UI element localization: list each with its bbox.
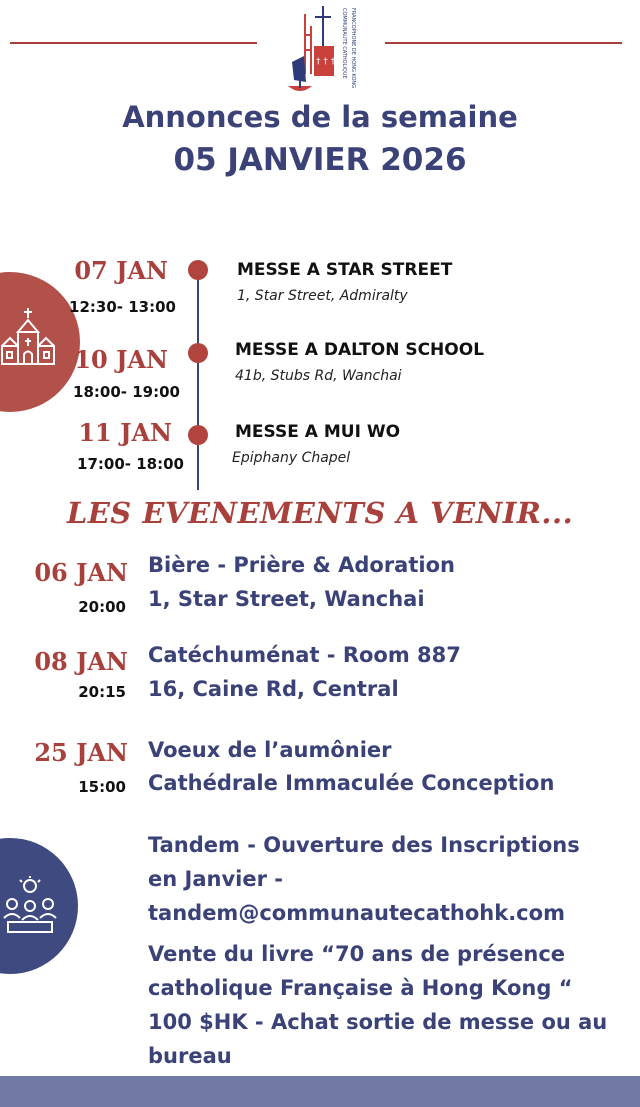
mass-address: 1, Star Street, Admiralty bbox=[237, 288, 408, 304]
timeline-dot bbox=[188, 425, 208, 445]
timeline-dot bbox=[188, 343, 208, 363]
header-rule-right bbox=[385, 42, 622, 44]
mass-title: MESSE A DALTON SCHOOL bbox=[235, 340, 485, 360]
mass-date: 10 JAN bbox=[74, 345, 168, 374]
timeline-line bbox=[197, 270, 199, 490]
tandem-email: tandem@communautecathohk.com bbox=[148, 901, 565, 925]
mass-time: 12:30- 13:00 bbox=[69, 298, 176, 316]
footer-bar bbox=[0, 1076, 640, 1107]
event-date: 25 JAN bbox=[34, 738, 128, 767]
book-line: 100 $HK - Achat sortie de messe ou au bbox=[148, 1010, 608, 1034]
tandem-line: Tandem - Ouverture des Inscriptions bbox=[148, 833, 580, 857]
mass-title: MESSE A STAR STREET bbox=[237, 260, 453, 280]
timeline-dot bbox=[188, 260, 208, 280]
event-location: 16, Caine Rd, Central bbox=[148, 677, 399, 701]
book-line: Vente du livre “70 ans de présence bbox=[148, 942, 566, 966]
mass-date: 11 JAN bbox=[78, 418, 172, 447]
group-badge bbox=[0, 838, 78, 974]
event-time: 15:00 bbox=[78, 778, 126, 796]
logo-text-line2: FRANCOPHONE DE HONG KONG bbox=[350, 8, 356, 88]
mass-time: 18:00- 19:00 bbox=[73, 383, 180, 401]
event-date: 06 JAN bbox=[34, 558, 128, 587]
book-line: bureau bbox=[148, 1044, 232, 1068]
book-notice bbox=[148, 937, 628, 1073]
page-date: 05 JANVIER 2026 bbox=[173, 142, 467, 178]
header-rule-left bbox=[10, 42, 257, 44]
mass-date: 07 JAN bbox=[74, 256, 168, 285]
group-idea-icon bbox=[0, 876, 60, 936]
logo-text-line1: COMMUNAUTE CATHOLIQUE bbox=[341, 8, 347, 79]
tandem-line: en Janvier - bbox=[148, 867, 283, 891]
events-heading: LES EVENEMENTS A VENIR... bbox=[66, 496, 574, 530]
event-date: 08 JAN bbox=[34, 647, 128, 676]
event-time: 20:00 bbox=[78, 598, 126, 616]
mass-title: MESSE A MUI WO bbox=[235, 422, 401, 442]
mass-address: Epiphany Chapel bbox=[232, 450, 351, 466]
mass-address: 41b, Stubs Rd, Wanchai bbox=[235, 368, 402, 384]
event-title: Catéchuménat - Room 887 bbox=[148, 643, 461, 667]
community-logo bbox=[282, 4, 362, 100]
event-location: 1, Star Street, Wanchai bbox=[148, 587, 425, 611]
tandem-notice bbox=[148, 828, 628, 930]
page-title: Annonces de la semaine bbox=[122, 100, 518, 134]
mass-time: 17:00- 18:00 bbox=[77, 455, 184, 473]
event-location: Cathédrale Immaculée Conception bbox=[148, 771, 555, 795]
event-time: 20:15 bbox=[78, 683, 126, 701]
event-title: Bière - Prière & Adoration bbox=[148, 553, 455, 577]
svg-text:† † †: † † † bbox=[316, 57, 336, 67]
event-title: Voeux de l’aumônier bbox=[148, 738, 392, 762]
book-line: catholique Française à Hong Kong “ bbox=[148, 976, 573, 1000]
